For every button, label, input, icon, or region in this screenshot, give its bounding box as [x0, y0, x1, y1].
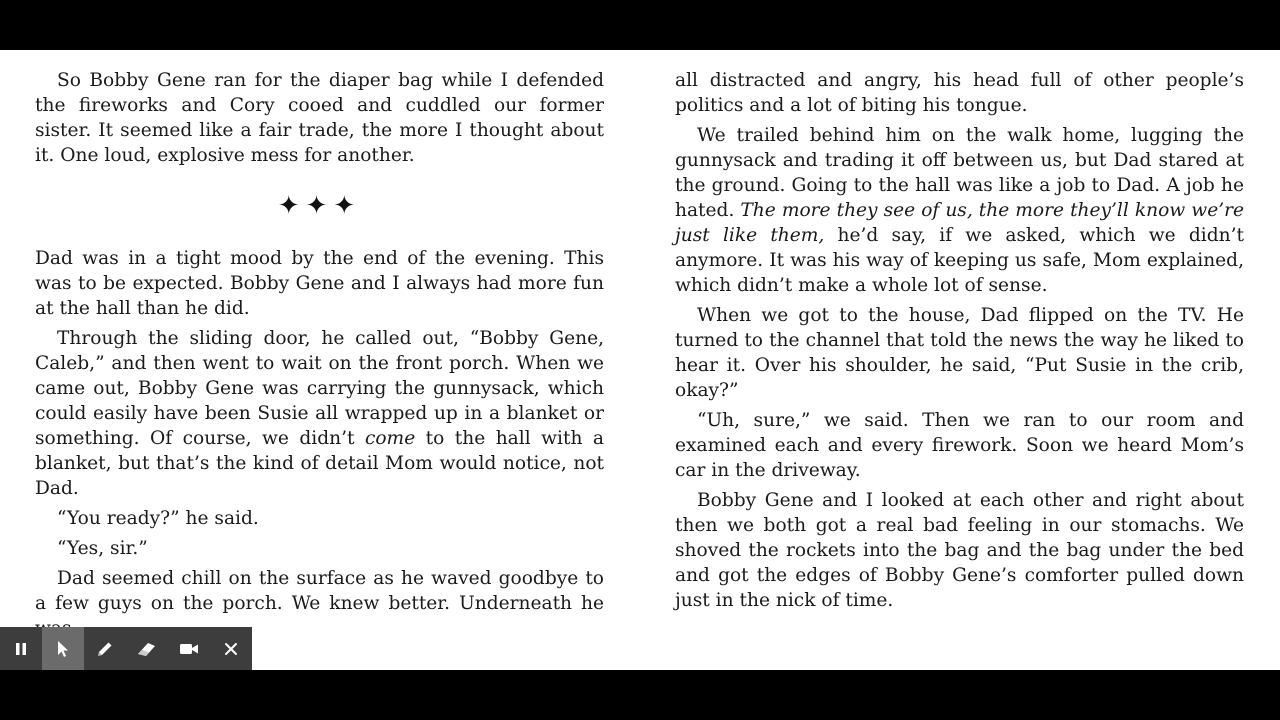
letterbox-bottom: [0, 670, 1280, 720]
paragraph: Dad was in a tight mood by the end of the evening. This was to be expected. Bobby Gene and I always had more fun at the hall than he did.: [35, 248, 604, 319]
eraser-tool-button[interactable]: [126, 627, 168, 670]
paragraph: “Yes, sir.”: [57, 538, 148, 559]
pause-icon: [14, 642, 28, 656]
camera-icon: [179, 642, 199, 656]
annotation-toolbar: [0, 627, 252, 670]
right-page-column: [675, 68, 1244, 618]
ebook-page-spread: [0, 50, 1280, 670]
section-break-ornament: ✦✦✦: [277, 191, 362, 221]
close-toolbar-button[interactable]: [210, 627, 252, 670]
video-record-button[interactable]: [168, 627, 210, 670]
left-page-column: [35, 68, 604, 646]
paragraph: all distracted and angry, his head full of other people’s politics and a lot of biting his tongue.: [675, 70, 1244, 116]
paragraph: We trailed behind him on the walk home, lugging the gunnysack and trading it off between us, but Dad stared at the ground. Going to the hall was like a job to Dad. A job he hated. The more they see of us, the more they’ll know we’re just like them, he’d say, if we asked, which we didn’t anymore. It was his way of keeping us safe, Mom explained, which didn’t make a whole lot of sense.: [675, 125, 1244, 296]
eraser-icon: [137, 640, 157, 658]
pen-tool-button[interactable]: [84, 627, 126, 670]
paragraph: When we got to the house, Dad flipped on the TV. He turned to the channel that told the news the way he liked to hear it. Over his shoulder, he said, “Put Susie in the crib, okay?”: [675, 305, 1244, 401]
cursor-icon: [55, 640, 71, 658]
paragraph: So Bobby Gene ran for the diaper bag while I defended the fireworks and Cory cooed and cuddled our former sister. It seemed like a fair trade, the more I thought about it. One loud, explosive mess for another.: [35, 70, 604, 166]
letterbox-top: [0, 0, 1280, 50]
close-icon: [224, 642, 238, 656]
paragraph: Dad seemed chill on the surface as he waved goodbye to a few guys on the porch. We knew better. Underneath he: [35, 568, 604, 614]
paragraph: “You ready?” he said.: [57, 508, 259, 529]
pause-button[interactable]: [0, 627, 42, 670]
pointer-tool-button[interactable]: [42, 627, 84, 670]
pen-icon: [96, 640, 114, 658]
paragraph: Through the sliding door, he called out, “Bobby Gene, Caleb,” and then went to wait on the front porch. When we came out, Bobby Gene was carrying the gunnysack, which could easily have been Susie all wrapped up in a blanket or something. Of course, we didn’t come to the hall with a blanket, but that’s the kind of detail Mom would notice, not Dad.: [35, 328, 604, 499]
paragraph: Bobby Gene and I looked at each other and right about then we both got a real bad feeling in our stomachs. We shoved the rockets into the bag and the bag under the bed and got the edges of Bobby Gene’s comforter pulled down just in the nick of time.: [675, 490, 1244, 611]
paragraph: “Uh, sure,” we said. Then we ran to our room and examined each and every firework. Soon we heard Mom’s car in the driveway.: [675, 410, 1244, 481]
